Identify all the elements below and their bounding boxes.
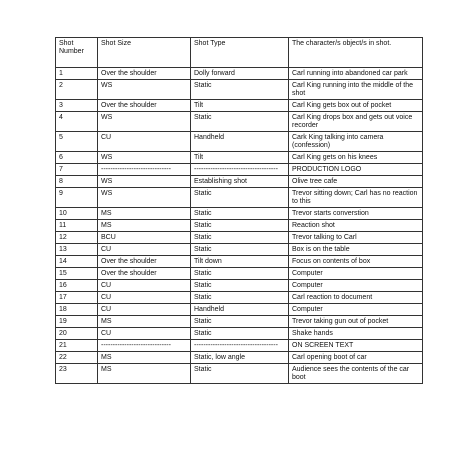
cell-shot-type: Handheld xyxy=(191,304,289,316)
cell-shot-number: 15 xyxy=(56,268,98,280)
cell-characters-objects: Computer xyxy=(289,268,423,280)
cell-shot-number: 4 xyxy=(56,112,98,132)
cell-shot-type: Static xyxy=(191,244,289,256)
table-row xyxy=(56,100,423,112)
cell-shot-number: 16 xyxy=(56,280,98,292)
cell-shot-size: MS xyxy=(98,364,191,384)
cell-characters-objects: Carl opening boot of car xyxy=(289,352,423,364)
table-row xyxy=(56,316,423,328)
table-row xyxy=(56,220,423,232)
cell-characters-objects: Trevor starts converstion xyxy=(289,208,423,220)
cell-shot-number: 18 xyxy=(56,304,98,316)
cell-shot-size: CU xyxy=(98,292,191,304)
table-row xyxy=(56,132,423,152)
cell-shot-type: Static xyxy=(191,232,289,244)
cell-shot-type: Static, low angle xyxy=(191,352,289,364)
cell-shot-type: Dolly forward xyxy=(191,68,289,80)
table-row xyxy=(56,292,423,304)
cell-characters-objects: Computer xyxy=(289,304,423,316)
table-row xyxy=(56,112,423,132)
cell-shot-size: ------------------------------ xyxy=(98,164,191,176)
cell-characters-objects: Box is on the table xyxy=(289,244,423,256)
table-row xyxy=(56,244,423,256)
cell-characters-objects: Audience sees the contents of the car boot xyxy=(289,364,423,384)
cell-shot-size: WS xyxy=(98,176,191,188)
table-row xyxy=(56,328,423,340)
table-row xyxy=(56,80,423,100)
table-row xyxy=(56,164,423,176)
cell-shot-number: 23 xyxy=(56,364,98,384)
cell-characters-objects: Trevor sitting down; Carl has no reaction to this xyxy=(289,188,423,208)
shot-list-table xyxy=(55,37,423,384)
cell-characters-objects: Carl reaction to document xyxy=(289,292,423,304)
cell-shot-number: 12 xyxy=(56,232,98,244)
cell-shot-number: 21 xyxy=(56,340,98,352)
cell-characters-objects: Carl King gets box out of pocket xyxy=(289,100,423,112)
cell-characters-objects: Carl running into abandoned car park xyxy=(289,68,423,80)
table-row xyxy=(56,152,423,164)
table-row xyxy=(56,280,423,292)
header-characters-objects: The character/s object/s in shot. xyxy=(289,38,423,68)
cell-shot-number: 19 xyxy=(56,316,98,328)
cell-shot-type: Static xyxy=(191,364,289,384)
cell-characters-objects: Computer xyxy=(289,280,423,292)
cell-characters-objects: PRODUCTION LOGO xyxy=(289,164,423,176)
cell-shot-type: Static xyxy=(191,188,289,208)
cell-shot-size: CU xyxy=(98,328,191,340)
table-header-row xyxy=(56,38,423,68)
cell-shot-size: MS xyxy=(98,220,191,232)
shot-list-document xyxy=(55,37,422,384)
table-row xyxy=(56,188,423,208)
cell-shot-type: Static xyxy=(191,220,289,232)
cell-characters-objects: Reaction shot xyxy=(289,220,423,232)
header-shot-type: Shot Type xyxy=(191,38,289,68)
cell-shot-size: MS xyxy=(98,316,191,328)
cell-shot-size: MS xyxy=(98,352,191,364)
header-shot-size: Shot Size xyxy=(98,38,191,68)
cell-shot-size: Over the shoulder xyxy=(98,256,191,268)
cell-shot-size: WS xyxy=(98,152,191,164)
cell-shot-size: WS xyxy=(98,188,191,208)
cell-shot-size: WS xyxy=(98,112,191,132)
cell-shot-size: CU xyxy=(98,304,191,316)
cell-shot-number: 3 xyxy=(56,100,98,112)
cell-shot-size: CU xyxy=(98,280,191,292)
table-row xyxy=(56,340,423,352)
cell-shot-size: Over the shoulder xyxy=(98,68,191,80)
table-row xyxy=(56,352,423,364)
table-row xyxy=(56,256,423,268)
table-row xyxy=(56,268,423,280)
cell-shot-number: 11 xyxy=(56,220,98,232)
table-row xyxy=(56,176,423,188)
cell-shot-size: MS xyxy=(98,208,191,220)
shot-list-body xyxy=(56,38,423,384)
cell-shot-type: Static xyxy=(191,328,289,340)
cell-shot-number: 2 xyxy=(56,80,98,100)
cell-shot-type: Static xyxy=(191,112,289,132)
cell-shot-type: Tilt down xyxy=(191,256,289,268)
cell-characters-objects: Focus on contents of box xyxy=(289,256,423,268)
cell-shot-number: 7 xyxy=(56,164,98,176)
cell-characters-objects: ON SCREEN TEXT xyxy=(289,340,423,352)
cell-shot-size: Over the shoulder xyxy=(98,268,191,280)
cell-characters-objects: Olive tree cafe xyxy=(289,176,423,188)
cell-shot-type: Static xyxy=(191,208,289,220)
cell-shot-number: 1 xyxy=(56,68,98,80)
cell-shot-size: CU xyxy=(98,132,191,152)
cell-shot-size: WS xyxy=(98,80,191,100)
table-row xyxy=(56,364,423,384)
cell-shot-type: Static xyxy=(191,280,289,292)
cell-characters-objects: Trevor taking gun out of pocket xyxy=(289,316,423,328)
cell-shot-size: BCU xyxy=(98,232,191,244)
cell-shot-type: ------------------------------------ xyxy=(191,340,289,352)
table-row xyxy=(56,68,423,80)
table-row xyxy=(56,208,423,220)
cell-shot-type: Tilt xyxy=(191,152,289,164)
cell-shot-number: 13 xyxy=(56,244,98,256)
header-shot-number: Shot Number xyxy=(56,38,98,68)
cell-characters-objects: Trevor talking to Carl xyxy=(289,232,423,244)
cell-shot-type: Handheld xyxy=(191,132,289,152)
table-row xyxy=(56,304,423,316)
cell-shot-type: Tilt xyxy=(191,100,289,112)
cell-characters-objects: Carl King running into the middle of the shot xyxy=(289,80,423,100)
table-row xyxy=(56,232,423,244)
cell-shot-number: 5 xyxy=(56,132,98,152)
cell-shot-number: 17 xyxy=(56,292,98,304)
cell-shot-type: Establishing shot xyxy=(191,176,289,188)
cell-shot-number: 8 xyxy=(56,176,98,188)
cell-shot-type: Static xyxy=(191,268,289,280)
cell-shot-size: CU xyxy=(98,244,191,256)
cell-shot-size: Over the shoulder xyxy=(98,100,191,112)
cell-shot-number: 6 xyxy=(56,152,98,164)
cell-shot-type: Static xyxy=(191,80,289,100)
cell-shot-number: 20 xyxy=(56,328,98,340)
cell-characters-objects: Shake hands xyxy=(289,328,423,340)
cell-shot-type: ------------------------------------ xyxy=(191,164,289,176)
cell-characters-objects: Carl King drops box and gets out voice recorder xyxy=(289,112,423,132)
cell-shot-number: 14 xyxy=(56,256,98,268)
cell-shot-number: 10 xyxy=(56,208,98,220)
cell-shot-number: 9 xyxy=(56,188,98,208)
cell-shot-size: ------------------------------ xyxy=(98,340,191,352)
cell-characters-objects: Cark King talking into camera (confession) xyxy=(289,132,423,152)
cell-shot-type: Static xyxy=(191,292,289,304)
cell-shot-number: 22 xyxy=(56,352,98,364)
cell-shot-type: Static xyxy=(191,316,289,328)
cell-characters-objects: Carl King gets on his knees xyxy=(289,152,423,164)
